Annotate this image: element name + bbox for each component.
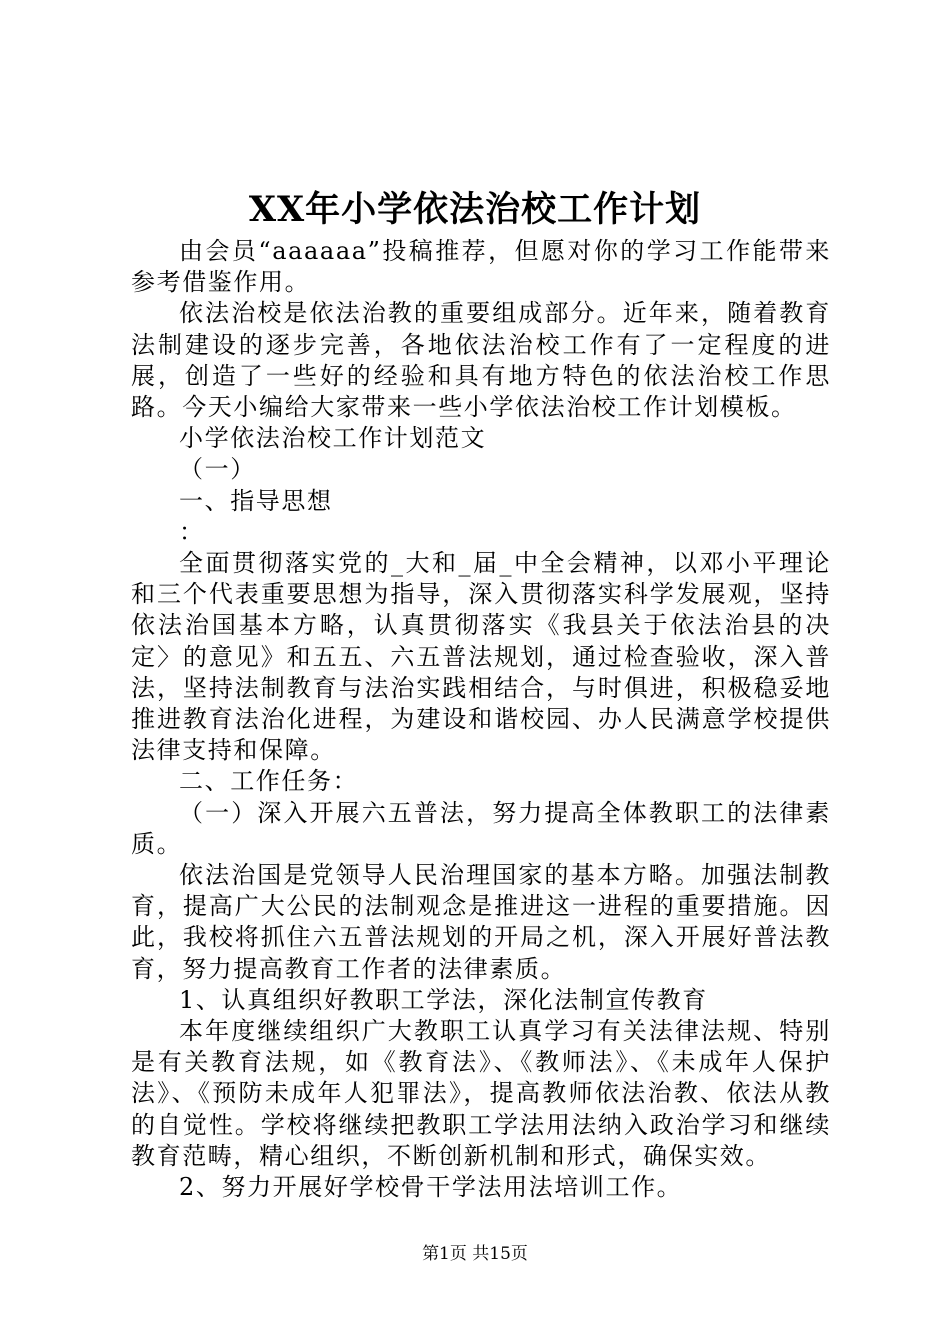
paragraph-task-one-body: 依法治国是党领导人民治理国家的基本方略。加强法制教育，提高广大公民的法制观念是推进这一进程的重要措施。因此，我校将抓住六五普法规划的开局之机，深入开展好普法教育，努力提高教育工作者的法律素质。: [131, 861, 831, 983]
paragraph-tasks-heading: 二、工作任务：: [179, 767, 359, 796]
paragraph-item-two-heading: 2、努力开展好学校骨干学法用法培训工作。: [179, 1173, 683, 1202]
paragraph-guiding-thought: 全面贯彻落实党的_大和_届_中全会精神，以邓小平理论和三个代表重要思想为指导，深入贯彻落实科学发展观，坚持依法治国基本方略，认真贯彻落实《我县关于依法治县的决定〉的意见》和五五、六五普法规划，通过检查验收，深入普法，坚持法制教育与法治实践相结合，与时俱进，积极稳妥地推进教育法治化进程，为建设和谐校园、办人民满意学校提供法律支持和保障。: [131, 549, 831, 765]
paragraph-intro: 由会员“aaaaaa”投稿推荐，但愿对你的学习工作能带来参考借鉴作用。: [131, 237, 831, 297]
paragraph-task-one-heading: （一）深入开展六五普法，努力提高全体教职工的法律素质。: [131, 798, 831, 858]
paragraph-guiding-thought-heading: 一、指导思想: [179, 486, 333, 515]
page-number-footer: 第1页 共15页: [422, 1244, 528, 1264]
paragraph-background: 依法治校是依法治教的重要组成部分。近年来，随着教育法制建设的逐步完善，各地依法治校工作有了一定程度的进展，创造了一些好的经验和具有地方特色的依法治校工作思路。今天小编给大家带来一些小学依法治校工作计划模板。: [131, 299, 831, 422]
paragraph-section-one-label: （一）: [179, 455, 256, 484]
document-title: XX年小学依法治校工作计划: [248, 189, 702, 230]
paragraph-colon: ：: [179, 517, 205, 546]
paragraph-item-one-body: 本年度继续组织广大教职工认真学习有关法律法规、特别是有关教育法规，如《教育法》、《教师法》、《未成年人保护法》、《预防未成年人犯罪法》，提高教师依法治教、依法从教的自觉性。学校将继续把教职工学法用法纳入政治学习和继续教育范畴，精心组织，不断创新机制和形式，确保实效。: [131, 1017, 831, 1170]
paragraph-sample-heading: 小学依法治校工作计划范文: [179, 424, 487, 453]
document-body: [131, 236, 831, 1203]
paragraph-item-one-heading: 1、认真组织好教职工学法，深化法制宣传教育: [179, 985, 708, 1014]
